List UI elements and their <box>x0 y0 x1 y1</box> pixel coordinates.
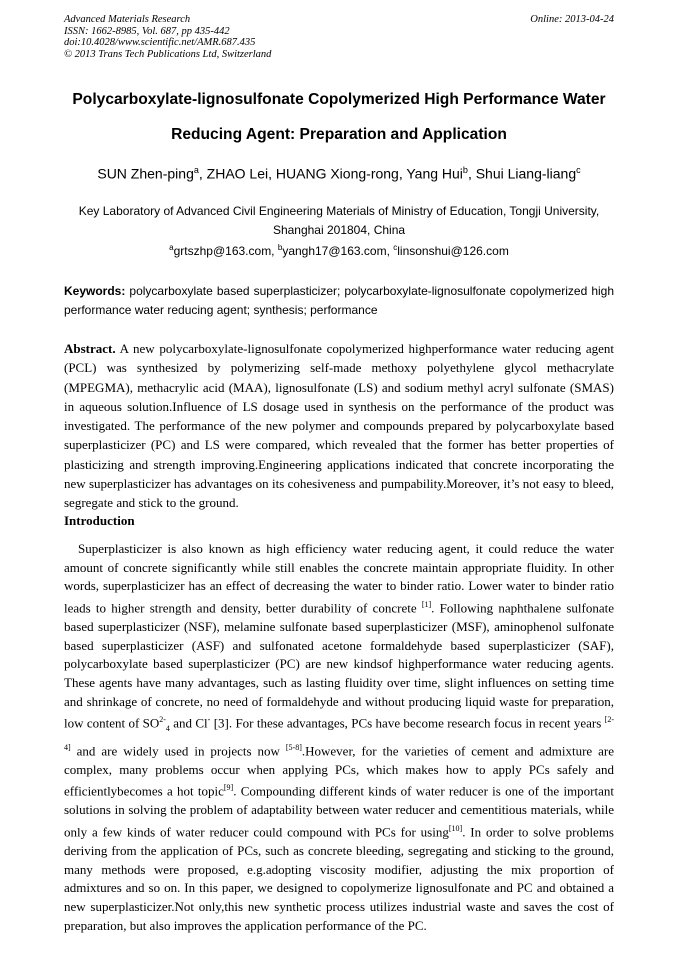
paper-title-line-2: Reducing Agent: Preparation and Application <box>171 126 507 143</box>
superscript: 2- <box>159 715 166 725</box>
section-heading-introduction: Introduction <box>64 513 135 528</box>
keywords-text: polycarboxylate based superplasticizer; polycarboxylate-lignosulfonate copolymerized high performance water reducing agent; synthesis; performance <box>64 284 614 317</box>
journal-info <box>64 14 271 60</box>
intro-text: .However, for the varieties of cement and admixture are complex, many problems occur when applying PCs, which makes how to apply PCs safely and efficientlybecomes a hot topic <box>64 743 614 799</box>
citation: [5-8] <box>285 742 302 752</box>
superscript: - <box>207 715 211 725</box>
email-marker: a <box>169 243 174 252</box>
online-date: Online: 2013-04-24 <box>530 14 614 25</box>
affiliation-line-1: Key Laboratory of Advanced Civil Engineering Materials of Ministry of Education, Tongji University, <box>78 204 600 218</box>
intro-text: . In order to solve problems deriving from the application of PCs, such as concrete bleeding, segregating and sticking to the ground, many methods were proposed, e.g.adopting viscosity modifier, adjusting the mix proportion of admixtures and so on. In this paper, we designed to copolymerize lignosulfonate and PC and obtained a new superplasticizer.Not only,this new synthetic process utilizes industrial waste and saves the cost of preparation, but also improves the application performance of the PC. <box>64 824 614 933</box>
doi-line: doi:10.4028/www.scientific.net/AMR.687.435 <box>64 37 256 48</box>
journal-header <box>64 14 614 60</box>
author-name: SUN Zhen-ping <box>97 165 194 182</box>
affiliation-marker: c <box>576 165 581 175</box>
citation: [1] <box>421 599 432 609</box>
author-name: , Shui Liang-liang <box>467 165 577 182</box>
abstract-text: A new polycarboxylate-lignosulfonate copolymerized highperformance water reducing agent (PCL) was synthesized by polymerizing self-made methoxy polyethylene glycol methacrylate (MPEGMA), methacrylic acid (MAA), lignosulfonate (LS) and sodium methyl acryl sulfonate (SMAS) in aqueous solution.Influence of LS dosage used in synthesis on the performance of the product was investigated. The performance of the new polymer and compounds prepared by polycarboxylate based superplasticizer (PC) and LS were compared, which revealed that the former has better properties of plasticizing and strength improving.Engineering applications indicated that concrete incorporating the new superplasticizer has advantages on its cohesiveness and pumpability.Moreover, it’s not easy to bleed, segregate and stick to the ground. <box>64 341 614 511</box>
intro-text: . Following naphthalene sulfonate based superplasticizer (NSF), melamine sulfonate based superplasticizer (MSF), aminophenol sulfonate based superplasticizer (ASF) and sulfonated acetone formaldehyde based superplasticizer (SAF), polycarboxylate based superplasticizer (PC) are new kindsof highperformance water reducing agents. These agents have many advantages, such as lasting fluidity over time, slight influences on setting time and shrinkage of concrete, no need of formaldehyde and without producing liquid waste for preparation, low content of SO <box>64 600 614 731</box>
abstract-label: Abstract. <box>64 341 116 356</box>
subscript: 4 <box>165 724 170 734</box>
author-emails <box>40 243 638 258</box>
intro-text: Superplasticizer is also known as high efficiency water reducing agent, it could reduce the water amount of concrete significantly while still enables the concrete maintain appropriate fluidity. In other words, superplasticizer has an effect of decreasing the water to binder ratio. Lower water to binder ratio leads to higher strength and density, better durability of concrete <box>64 541 614 616</box>
intro-text: . Compounding different kinds of water reducer is one of the important solutions in solving the problem of adaptability between water reducer and cementitious materials, while only a few kinds of water reducer could compound with PCs for using <box>64 783 614 840</box>
intro-text: [3]. For these advantages, PCs have become research focus in recent years <box>210 715 605 731</box>
author-list <box>20 165 658 182</box>
keywords-label: Keywords: <box>64 284 126 298</box>
issn-line: ISSN: 1662-8985, Vol. 687, pp 435-442 <box>64 25 230 37</box>
keywords <box>64 282 614 320</box>
copyright-line: © 2013 Trans Tech Publications Ltd, Switzerland <box>64 48 272 60</box>
email-address: linsonshui@126.com <box>397 244 509 258</box>
email-address: grtszhp@163.com, <box>173 244 278 258</box>
email-marker: c <box>393 243 398 252</box>
affiliation-marker: b <box>462 165 468 175</box>
abstract <box>64 339 614 513</box>
author-name: , ZHAO Lei, HUANG Xiong-rong, Yang Hui <box>198 165 463 182</box>
intro-text: and are widely used in projects now <box>70 743 286 759</box>
journal-name: Advanced Materials Research <box>64 14 191 25</box>
introduction-paragraph <box>64 540 614 935</box>
citation: [10] <box>448 824 463 834</box>
affiliation-line-2: Shanghai 201804, China <box>272 223 406 237</box>
email-marker: b <box>277 243 283 252</box>
affiliation <box>40 202 638 240</box>
citation: [2-4] <box>64 715 614 752</box>
citation: [9] <box>223 783 234 793</box>
affiliation-marker: a <box>193 165 199 175</box>
email-address: yangh17@163.com, <box>282 244 394 258</box>
paper-title-line-1: Polycarboxylate-lignosulfonate Copolymerized High Performance Water <box>72 91 606 108</box>
intro-text: and Cl <box>169 715 208 731</box>
